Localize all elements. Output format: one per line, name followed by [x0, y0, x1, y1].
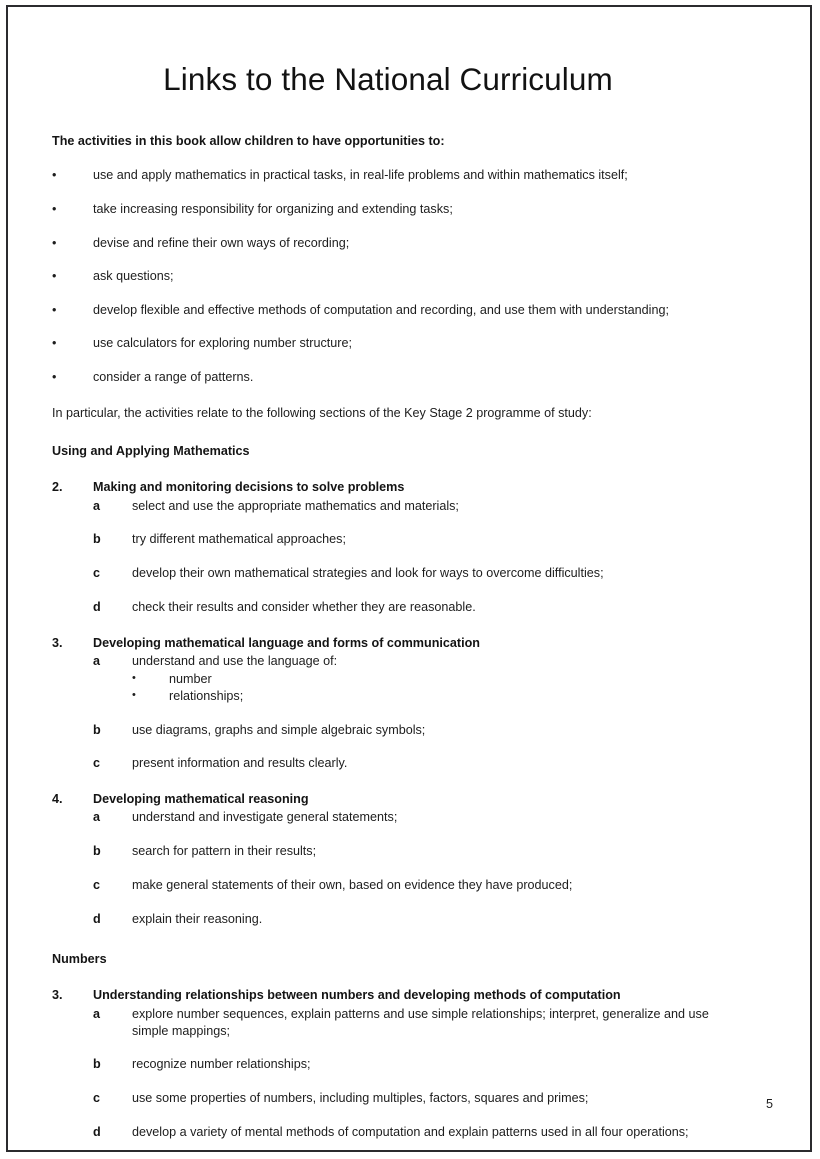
sub-item-letter: b: [93, 1057, 101, 1072]
group-title: Developing mathematical reasoning: [93, 792, 309, 807]
list-item-text: consider a range of patterns.: [93, 370, 254, 385]
sub-item-letter: b: [93, 722, 101, 737]
group-heading: [52, 791, 724, 807]
sub-item-letter: a: [93, 1006, 101, 1021]
sub-item: [52, 755, 724, 772]
page-title: Links to the National Curriculum: [163, 61, 613, 97]
sub-item: [52, 653, 724, 705]
group-title: Understanding relationships between numbers and developing methods of computation: [93, 988, 621, 1003]
page-number: 5: [765, 1097, 773, 1111]
sub-item: [52, 1124, 724, 1141]
group-heading: [52, 987, 724, 1003]
sub-item-text: understand and investigate general statements;: [132, 810, 398, 825]
nested-bullet-list: [132, 671, 724, 705]
sub-item: [52, 877, 724, 894]
page-content: [52, 60, 724, 1140]
sub-item-text: present information and results clearly.: [132, 756, 348, 771]
intro-heading: The activities in this book allow children to have opportunities to:: [52, 134, 445, 149]
sub-item-letter: b: [93, 844, 101, 859]
sub-item-letter: a: [93, 498, 101, 513]
bullet-icon: •: [52, 235, 57, 250]
bullet-icon: •: [132, 688, 136, 701]
section-heading-using-applying: Using and Applying Mathematics: [52, 444, 250, 459]
sub-item-text: use some properties of numbers, including multiples, factors, squares and primes;: [132, 1090, 589, 1105]
sub-item-text: try different mathematical approaches;: [132, 532, 346, 547]
sub-item: [52, 1006, 724, 1039]
opportunities-list: [52, 167, 724, 385]
bullet-icon: •: [52, 201, 57, 216]
list-item: [52, 335, 724, 352]
sub-item-text: explain their reasoning.: [132, 911, 263, 926]
sub-item: [52, 531, 724, 548]
list-item: [52, 235, 724, 252]
list-item-text: use and apply mathematics in practical tasks, in real-life problems and within mathematics itself;: [93, 168, 628, 183]
group-number: 3.: [52, 988, 63, 1003]
numbered-group: [52, 479, 724, 615]
transition-paragraph: In particular, the activities relate to the following sections of the Key Stage 2 programme of study:: [52, 405, 592, 420]
group-heading: [52, 635, 724, 651]
list-item-text: ask questions;: [93, 269, 174, 284]
list-item-text: use calculators for exploring number structure;: [93, 336, 352, 351]
list-item: [52, 268, 724, 285]
sub-item-text: recognize number relationships;: [132, 1057, 311, 1072]
sub-item-text: explore number sequences, explain patterns and use simple relationships; interpret, generalize and use simple mappings;: [132, 1006, 709, 1038]
sub-item-letter: d: [93, 911, 101, 926]
list-item: [52, 167, 724, 184]
list-item-text: develop flexible and effective methods of computation and recording, and use them with understanding;: [93, 302, 669, 317]
bullet-icon: •: [52, 302, 57, 317]
nested-list-item: [132, 688, 724, 705]
bullet-icon: •: [52, 336, 57, 351]
section-heading-numbers: Numbers: [52, 952, 107, 967]
sub-item-letter: c: [93, 756, 101, 771]
sub-item: [52, 809, 724, 826]
list-item-text: devise and refine their own ways of recording;: [93, 235, 350, 250]
numbered-group: [52, 987, 724, 1140]
group-number: 2.: [52, 480, 63, 495]
sub-item: [52, 498, 724, 515]
sub-item-text: select and use the appropriate mathematics and materials;: [132, 498, 459, 513]
bullet-icon: •: [132, 671, 136, 684]
sub-item: [52, 565, 724, 582]
sub-item-text: develop their own mathematical strategies and look for ways to overcome difficulties;: [132, 566, 604, 581]
sub-item: [52, 911, 724, 928]
group-title: Making and monitoring decisions to solve problems: [93, 480, 405, 495]
numbered-group: [52, 635, 724, 773]
sub-item-text: understand and use the language of:: [132, 653, 338, 668]
sub-item-letter: a: [93, 810, 101, 825]
group-number: 3.: [52, 635, 63, 650]
numbered-group: [52, 791, 724, 927]
nested-list-item-text: relationships;: [169, 688, 244, 703]
sub-item-text: develop a variety of mental methods of computation and explain patterns used in all four operations;: [132, 1124, 689, 1139]
sub-item-text: use diagrams, graphs and simple algebraic symbols;: [132, 722, 426, 737]
sub-item-text: search for pattern in their results;: [132, 844, 317, 859]
list-item: [52, 302, 724, 319]
sub-item-letter: d: [93, 599, 101, 614]
sub-item-letter: c: [93, 1090, 101, 1105]
list-item: [52, 201, 724, 218]
sub-item-letter: c: [93, 566, 101, 581]
bullet-icon: •: [52, 168, 57, 183]
sub-item: [52, 1090, 724, 1107]
group-number: 4.: [52, 792, 63, 807]
sub-item: [52, 722, 724, 739]
sub-item: [52, 599, 724, 616]
sub-item-letter: a: [93, 653, 101, 668]
bullet-icon: •: [52, 370, 57, 385]
bullet-icon: •: [52, 269, 57, 284]
group-title: Developing mathematical language and forms of communication: [93, 635, 480, 650]
sub-item-text: make general statements of their own, based on evidence they have produced;: [132, 877, 573, 892]
sub-item: [52, 843, 724, 860]
nested-list-item-text: number: [169, 671, 212, 686]
sub-item-letter: d: [93, 1124, 101, 1139]
sub-item-letter: b: [93, 532, 101, 547]
sub-item-letter: c: [93, 877, 101, 892]
group-heading: [52, 479, 724, 495]
sub-item-text: check their results and consider whether they are reasonable.: [132, 599, 476, 614]
sub-item: [52, 1056, 724, 1073]
list-item-text: take increasing responsibility for organizing and extending tasks;: [93, 201, 453, 216]
list-item: [52, 369, 724, 386]
nested-list-item: [132, 671, 724, 688]
